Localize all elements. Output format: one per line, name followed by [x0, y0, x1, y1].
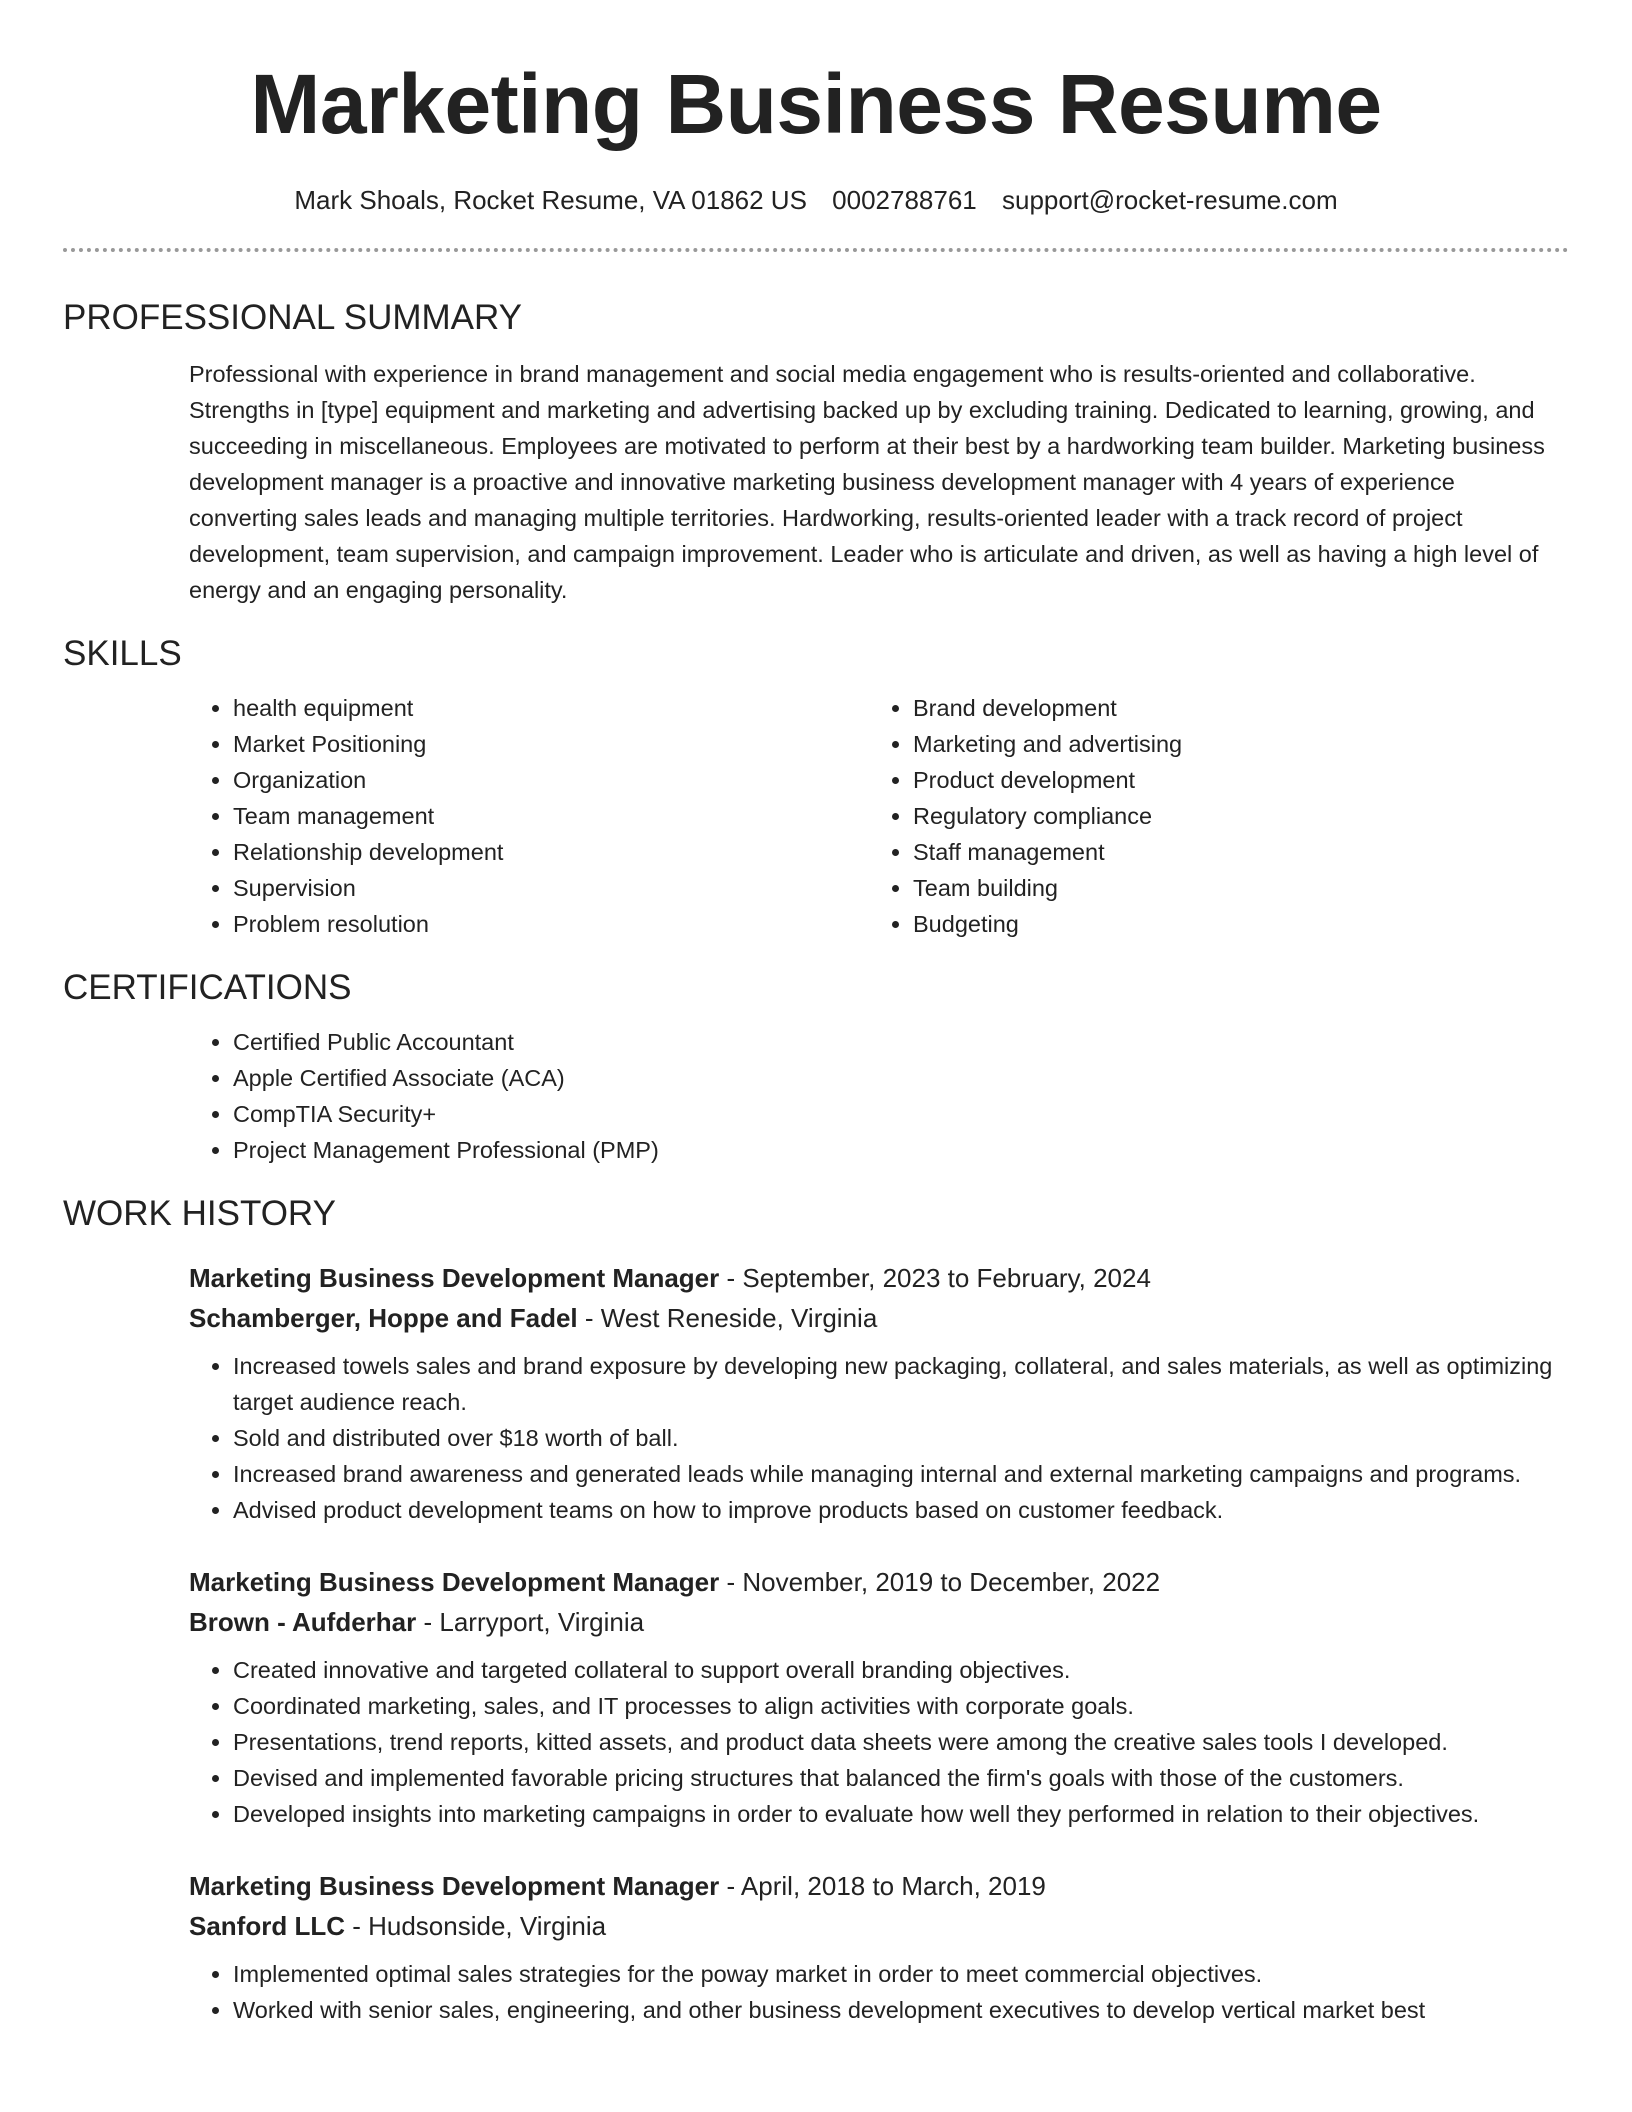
certification-item: • CompTIA Security+ [233, 1096, 1569, 1132]
summary-heading: PROFESSIONAL SUMMARY [63, 298, 522, 337]
job-bullet: • Worked with senior sales, engineering, and other business development executives to develop vertical market best [233, 1992, 1569, 2028]
job-title-line [189, 1258, 1569, 1298]
job-company: Schamberger, Hoppe and Fadel [189, 1303, 578, 1333]
job-entry [63, 1258, 1569, 1528]
job-bullet: • Devised and implemented favorable pricing structures that balanced the firm's goals with those of the customers. [233, 1760, 1569, 1796]
skill-item: • Problem resolution [233, 906, 869, 942]
contact-phone: 0002788761 [832, 185, 977, 215]
skill-item: • Staff management [913, 834, 1549, 870]
skills-heading: SKILLS [63, 634, 182, 673]
job-bullet: • Increased towels sales and brand exposure by developing new packaging, collateral, and sales materials, as well as optimizing target audience reach. [233, 1348, 1569, 1420]
skills-list [63, 690, 1569, 942]
certifications-heading: CERTIFICATIONS [63, 968, 352, 1007]
job-bullet: • Implemented optimal sales strategies for the poway market in order to meet commercial objectives. [233, 1956, 1569, 1992]
job-bullets [189, 1348, 1569, 1528]
job-entry [63, 1866, 1569, 2028]
job-entry [63, 1562, 1569, 1832]
job-bullet: • Presentations, trend reports, kitted assets, and product data sheets were among the creative sales tools I developed. [233, 1724, 1569, 1760]
certification-item: • Apple Certified Associate (ACA) [233, 1060, 1569, 1096]
job-title-line [189, 1866, 1569, 1906]
job-company-line [189, 1298, 1569, 1338]
job-bullet: • Created innovative and targeted collateral to support overall branding objectives. [233, 1652, 1569, 1688]
job-bullets [189, 1956, 1569, 2028]
resume-title: Marketing Business Resume [250, 57, 1382, 151]
skill-item: • Team management [233, 798, 869, 834]
job-title: Marketing Business Development Manager [189, 1263, 720, 1293]
job-bullet: • Coordinated marketing, sales, and IT processes to align activities with corporate goals. [233, 1688, 1569, 1724]
job-location: - Hudsonside, Virginia [345, 1911, 607, 1941]
certification-item: • Project Management Professional (PMP) [233, 1132, 1569, 1168]
job-title-line [189, 1562, 1569, 1602]
skill-item: • Brand development [913, 690, 1549, 726]
skill-item: • Budgeting [913, 906, 1549, 942]
job-bullet: • Sold and distributed over $18 worth of ball. [233, 1420, 1569, 1456]
skills-column-right [869, 690, 1549, 942]
skill-item: • Market Positioning [233, 726, 869, 762]
header-divider [63, 248, 1569, 252]
job-bullet: • Increased brand awareness and generated leads while managing internal and external marketing campaigns and programs. [233, 1456, 1569, 1492]
job-title: Marketing Business Development Manager [189, 1567, 720, 1597]
job-location: - Larryport, Virginia [416, 1607, 645, 1637]
job-company-line [189, 1602, 1569, 1642]
job-bullet: • Developed insights into marketing campaigns in order to evaluate how well they performed in relation to their objectives. [233, 1796, 1569, 1832]
summary-text: Professional with experience in brand management and social media engagement who is results-oriented and collaborative. Strengths in [type] equipment and marketing and advertising backed up by excluding training. Dedicated to learning, growing, and succeeding in miscellaneous. Employees are motivated to perform at their best by a hardworking team builder. Marketing business development manager is a proactive and innovative marketing business development manager with 4 years of experience converting sales leads and managing multiple territories. Hardworking, results-oriented leader with a track record of project development, team supervision, and campaign improvement. Leader who is articulate and driven, as well as having a high level of energy and an engaging personality. [189, 361, 1545, 603]
certification-item: • Certified Public Accountant [233, 1024, 1569, 1060]
job-company-line [189, 1906, 1569, 1946]
skill-item: • Relationship development [233, 834, 869, 870]
skill-item: • Organization [233, 762, 869, 798]
work-history-heading: WORK HISTORY [63, 1194, 336, 1233]
skill-item: • Supervision [233, 870, 869, 906]
job-dates: - November, 2019 to December, 2022 [719, 1567, 1161, 1597]
contact-email: support@rocket-resume.com [1002, 185, 1338, 215]
skills-column-left [189, 690, 869, 942]
contact-address: Mark Shoals, Rocket Resume, VA 01862 US [294, 185, 807, 215]
job-company: Sanford LLC [189, 1911, 345, 1941]
job-dates: - September, 2023 to February, 2024 [719, 1263, 1151, 1293]
job-bullets [189, 1652, 1569, 1832]
skill-item: • Marketing and advertising [913, 726, 1549, 762]
job-location: - West Reneside, Virginia [577, 1303, 878, 1333]
skill-item: • Product development [913, 762, 1549, 798]
contact-line [63, 182, 1569, 218]
skill-item: • health equipment [233, 690, 869, 726]
job-company: Brown - Aufderhar [189, 1607, 417, 1637]
certifications-list [63, 1024, 1569, 1168]
skill-item: • Team building [913, 870, 1549, 906]
job-dates: - April, 2018 to March, 2019 [719, 1871, 1046, 1901]
skill-item: • Regulatory compliance [913, 798, 1549, 834]
job-bullet: • Advised product development teams on how to improve products based on customer feedback. [233, 1492, 1569, 1528]
job-title: Marketing Business Development Manager [189, 1871, 720, 1901]
